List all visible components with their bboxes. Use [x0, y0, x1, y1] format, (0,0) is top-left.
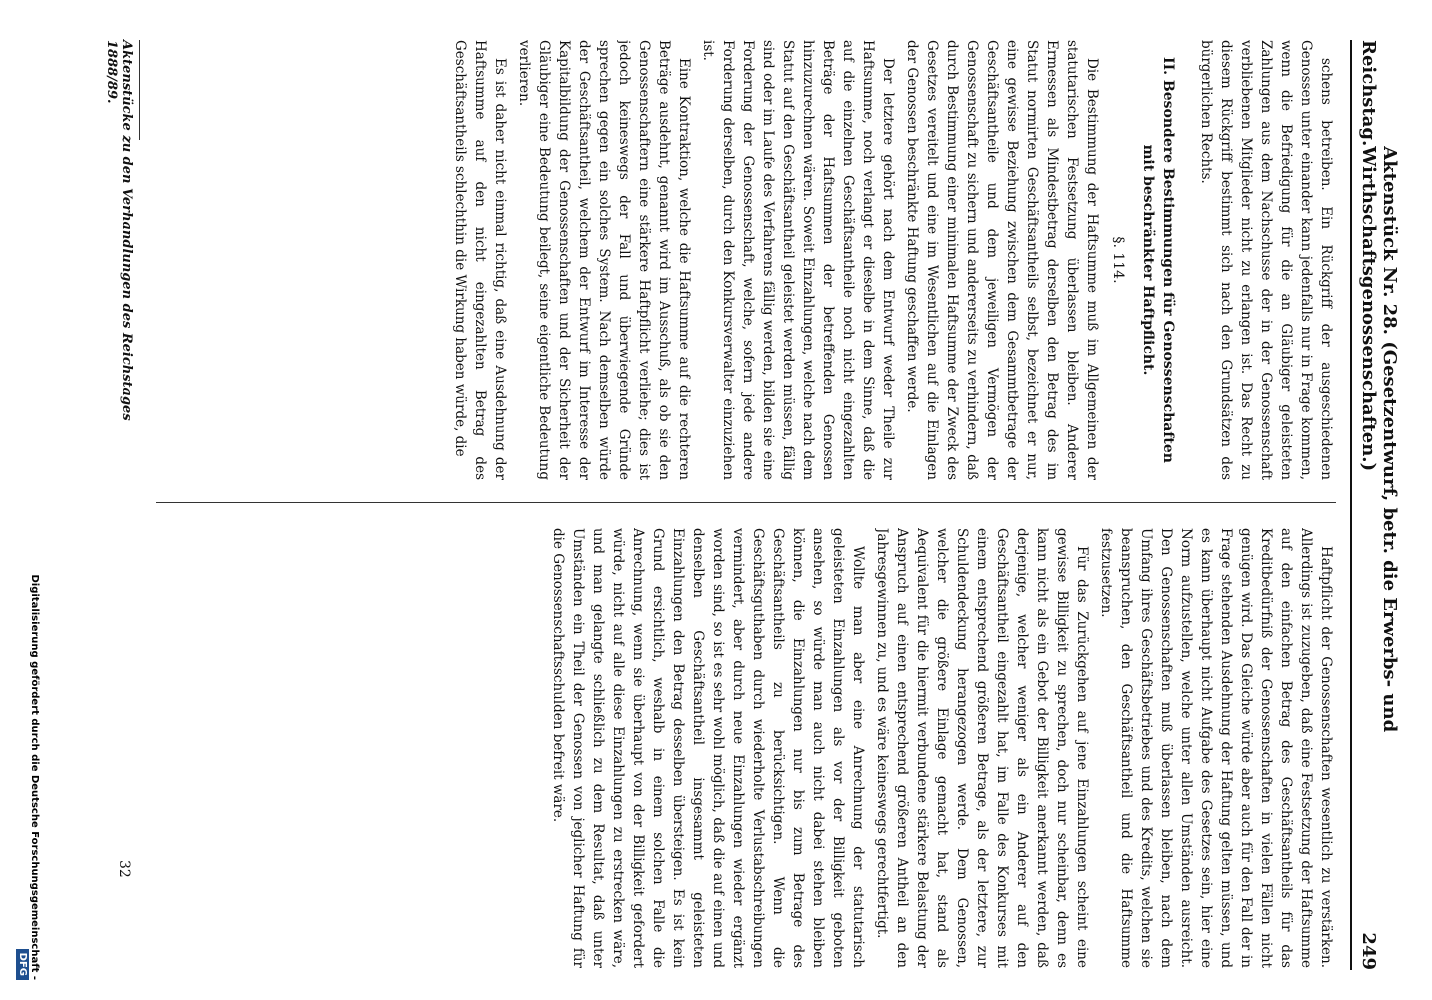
left-paragraph: Die Bestimmung der Haftsumme muß im Allgemeinen der statutarischen Festsetzung überlassen bleiben. Anderer Ermessen als Mindestbetrag derselben den Betrag des im Statut normirten Geschäftsantheils selbst, bezeichnet er nur, eine gewisse Beziehung zwischen dem Gesammtbetrage der Geschäftsantheile und dem jeweiligen Vermögen der Genossenschaft zu sichern und andererseits zu verhindern, daß durch Bestimmung einer minimalen Haftsumme der Zweck des Gesetzes vereitelt und eine im Wesentlichen auf die Einlagen der Genossen beschränkte Haftung geschaffen werde.	[904, 40, 1100, 480]
header-center: Aktenstück Nr. 28. (Gesetzentwurf, betr. die Erwerbs- und Wirthschaftsgenossenschaften.)	[1358, 146, 1400, 733]
right-paragraph: Für das Zurückgehen auf jene Einzahlungen scheint eine gewisse Billigkeit zu sprechen, doch nur scheinbar, denn es kann nicht als ein Gebot der Billigkeit anerkannt werden, daß derjenige, welcher weniger als ein Anderer auf den Geschäftsantheil eingezahlt hat, im Falle des Konkurses mit einem entsprechend größeren Betrage, als der letztere, zur Schuldendeckung herangezogen werde. Dem Genossen, welcher die größere Einlage gemacht hat, stand als Aequivalent für die hiermit verbundene stärkere Belastung der Anspruch auf einen entsprechend größeren Antheil an den Jahresgewinnen zu, und es wäre keineswegs gerechtfertigt.	[874, 528, 1090, 968]
left-column	[156, 40, 1336, 480]
left-paragraph: Der letztere gehört nach dem Entwurf weder Theile zur Haftsumme, noch verlangt er dieselbe in dem Sinne, daß die auf die einzelnen Geschäftsantheile noch nicht eingezahlten Beträge der Haftsummen der betreffenden Genossen hinzuzurechnen wären. Soweit Einzahlungen, welche nach dem Statut auf den Geschäftsantheil geleistet werden müssen, fällig sind oder im Laufe des Verfahrens fällig werden, bilden sie eine Forderung der Genossenschaft, welche, sofern jede andere Forderung derselben, durch den Konkursverwalter einzuziehen ist.	[700, 40, 896, 480]
right-paragraph: Haftpflicht der Genossenschaften wesentlich zu verstärken. Allerdings ist zuzugeben, daß eine Festsetzung der Haftsumme auf den einfachen Betrag des Geschäftsantheils für das Kreditbedürfniß der Genossenschaften in vielen Fällen nicht genügen wird. Das Gleiche würde aber auch für den Fall der in Frage stehenden Ausdehnung der Haftung gelten müssen, und es kann überhaupt nicht Aufgabe des Gesetzes sein, hier eine Norm aufzustellen, welche unter allen Umständen ausreicht. Den Genossenschaften muß überlassen bleiben, nach dem Umfang ihres Geschäftsbetriebes und des Kredits, welchen sie beanspruchen, den Geschäftsantheil und die Haftsumme festzusetzen.	[1098, 528, 1334, 968]
paragraph-mark: §. 114.	[1110, 236, 1126, 284]
digitization-credit	[16, 560, 40, 980]
footnote: Aktenstücke zu den Verhandlungen des Reichstages 1888/89.	[104, 40, 134, 421]
left-paragraph: Es ist daher nicht einmal richtig, daß eine Ausdehnung der Haftsumme auf den nicht eingezahlten Betrag des Geschäftsantheils schlechthin die Wirkung haben würde, die	[452, 40, 508, 480]
intro-paragraph: schens betreiben. Ein Rückgriff der ausgeschiedenen Genossen unter einander kann jedenfalls nur in Frage kommen, wenn die Befriedigung für die an Gläubiger geleisteten Zahlungen aus dem Nachschusse der in der Genossenschaft verbliebenen Mitglieder nicht zu erlangen ist. Das Recht zu diesem Rückgriff bestimmt sich nach den Grundsätzen des bürgerlichen Rechts.	[1198, 40, 1334, 480]
section-heading: II. Besondere Bestimmungen für Genossenschaften mit beschränkter Haftpflicht.	[1140, 57, 1176, 463]
right-paragraph: Wollte man aber eine Anrechnung der statutarisch geleisteten Einzahlungen als vor der Billigkeit geboten ansehen, so würde man auch nicht dabei stehen bleiben können, die Einzahlungen nur bis zum Betrage des Geschäftsantheils zu berücksichtigen. Wenn die Geschäftsguthaben durch wiederholte Verlustabschreibungen vermindert, aber durch neue Einzahlungen wieder ergänzt worden sind, so ist es sehr wohl möglich, daß die auf einen und denselben Geschäftsantheil insgesammt geleisteten Einzahlungen den Betrag desselben übersteigen. Es ist kein Grund ersichtlich, weshalb in einem solchen Falle die Anrechnung, wenn sie überhaupt von der Billigkeit gefordert würde, nicht auf alle diese Einzahlungen zu erstrecken wäre, und man gelangte schließlich zu dem Resultat, daß unter Umständen ein Theil der Genossen von jeglicher Haftung für die Genossenschaftsschulden befreit wäre.	[550, 528, 866, 968]
header-left: Reichstag.	[1358, 40, 1379, 147]
column-divider	[156, 502, 1336, 503]
sheet-number: 32	[116, 860, 132, 878]
running-header	[1350, 40, 1400, 970]
right-column	[156, 528, 1336, 968]
left-paragraph: Eine Kontraktion, welche die Haftsumme auf die rechteren Beträge ausdehnt, genannt wird im Ausschuß, als ob sie den Genossenschaftern eine stärkere Haftpflicht verliehe; dies ist jedoch keineswegs der Fall und überwiegende Gründe sprechen gegen ein solches System. Nach demselben würde der Geschäftsantheil, welchem der Entwurf im Interesse der Kapitalbildung der Genossenschaften und der Sicherheit der Gläubiger eine Bedeutung beilegt, seine eigentliche Bedeutung verlieren.	[516, 40, 692, 480]
credit-text: Digitalisierung gefördert durch die Deutsche Forschungsgemeinschaft -	[29, 574, 40, 980]
page-number: 249	[1358, 932, 1379, 970]
footnote-rule	[139, 40, 140, 140]
dfg-logo: DFG	[16, 949, 29, 980]
